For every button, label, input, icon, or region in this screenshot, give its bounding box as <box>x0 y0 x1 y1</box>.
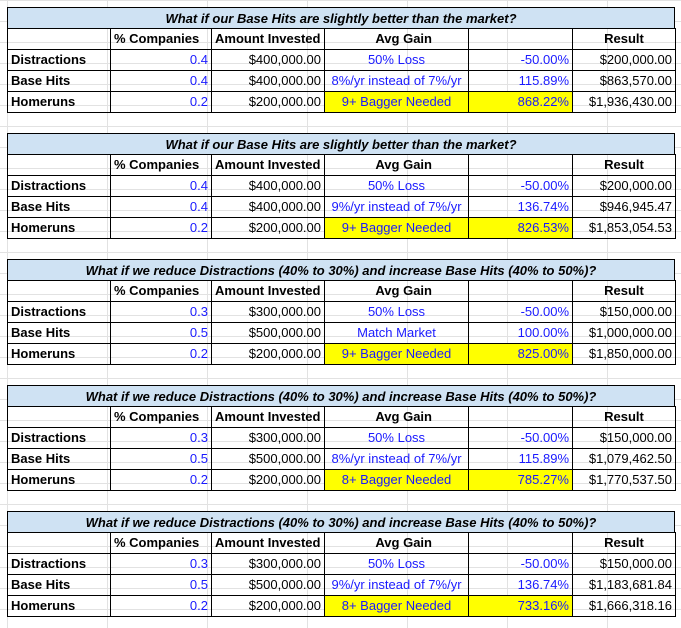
avg-gain-cell[interactable]: 136.74% <box>469 575 573 596</box>
scenario-grid <box>7 280 676 365</box>
row-label-cell[interactable]: Distractions <box>8 302 111 323</box>
avg-gain-cell[interactable]: 868.22% <box>469 92 573 113</box>
row-label-cell[interactable]: Homeruns <box>8 92 111 113</box>
avg-gain-cell[interactable]: 733.16% <box>469 596 573 617</box>
scenario-title[interactable]: What if we reduce Distractions (40% to 30%) and increase Base Hits (40% to 50%)? <box>7 511 675 532</box>
header-invested[interactable]: Amount Invested <box>212 281 325 302</box>
header-result[interactable]: Result <box>573 281 676 302</box>
percent-cell[interactable]: 0.2 <box>111 596 212 617</box>
header-result[interactable]: Result <box>573 407 676 428</box>
header-companies[interactable]: % Companies <box>111 407 212 428</box>
scenario-cell[interactable]: 8%/yr instead of 7%/yr <box>325 71 469 92</box>
amount-cell[interactable]: $400,000.00 <box>212 71 325 92</box>
result-cell[interactable]: $1,183,681.84 <box>573 575 676 596</box>
header-empty-cell[interactable] <box>469 155 573 176</box>
header-empty-cell[interactable] <box>8 281 111 302</box>
result-cell[interactable]: $1,000,000.00 <box>573 323 676 344</box>
scenario-cell[interactable]: 8%/yr instead of 7%/yr <box>325 449 469 470</box>
row-label-cell[interactable]: Homeruns <box>8 596 111 617</box>
table-row <box>8 344 676 365</box>
avg-gain-cell[interactable]: -50.00% <box>469 428 573 449</box>
avg-gain-cell[interactable]: 826.53% <box>469 218 573 239</box>
scenario-cell[interactable]: 50% Loss <box>325 428 469 449</box>
amount-cell[interactable]: $400,000.00 <box>212 197 325 218</box>
table-row <box>8 323 676 344</box>
table-row <box>8 92 676 113</box>
avg-gain-cell[interactable]: 115.89% <box>469 71 573 92</box>
avg-gain-cell[interactable]: 825.00% <box>469 344 573 365</box>
percent-cell[interactable]: 0.3 <box>111 428 212 449</box>
table-row <box>8 176 676 197</box>
row-label-cell[interactable]: Homeruns <box>8 344 111 365</box>
header-gain[interactable]: Avg Gain <box>325 407 469 428</box>
header-row <box>8 281 676 302</box>
header-companies[interactable]: % Companies <box>111 281 212 302</box>
header-row <box>8 407 676 428</box>
amount-cell[interactable]: $300,000.00 <box>212 428 325 449</box>
header-result[interactable]: Result <box>573 155 676 176</box>
result-cell[interactable]: $150,000.00 <box>573 554 676 575</box>
scenario-cell[interactable]: 50% Loss <box>325 554 469 575</box>
row-label-cell[interactable]: Distractions <box>8 554 111 575</box>
percent-cell[interactable]: 0.4 <box>111 50 212 71</box>
avg-gain-cell[interactable]: -50.00% <box>469 554 573 575</box>
header-invested[interactable]: Amount Invested <box>212 407 325 428</box>
scenario-cell[interactable]: 8+ Bagger Needed <box>325 596 469 617</box>
percent-cell[interactable]: 0.2 <box>111 92 212 113</box>
result-cell[interactable]: $1,666,318.16 <box>573 596 676 617</box>
header-row <box>8 29 676 50</box>
result-cell[interactable]: $1,770,537.50 <box>573 470 676 491</box>
row-label-cell[interactable]: Base Hits <box>8 323 111 344</box>
scenario-cell[interactable]: 9%/yr instead of 7%/yr <box>325 197 469 218</box>
header-row <box>8 533 676 554</box>
percent-cell[interactable]: 0.5 <box>111 323 212 344</box>
header-companies[interactable]: % Companies <box>111 155 212 176</box>
header-empty-cell[interactable] <box>8 533 111 554</box>
table-row <box>8 470 676 491</box>
header-invested[interactable]: Amount Invested <box>212 533 325 554</box>
row-label-cell[interactable]: Distractions <box>8 50 111 71</box>
header-empty-cell[interactable] <box>469 407 573 428</box>
row-label-cell[interactable]: Base Hits <box>8 71 111 92</box>
header-result[interactable]: Result <box>573 29 676 50</box>
percent-cell[interactable]: 0.2 <box>111 218 212 239</box>
header-empty-cell[interactable] <box>469 29 573 50</box>
amount-cell[interactable]: $500,000.00 <box>212 449 325 470</box>
scenario-title[interactable]: What if our Base Hits are slightly better than the market? <box>7 7 675 28</box>
table-row <box>8 428 676 449</box>
row-label-cell[interactable]: Homeruns <box>8 470 111 491</box>
avg-gain-cell[interactable]: -50.00% <box>469 302 573 323</box>
scenario-table <box>7 385 675 491</box>
header-companies[interactable]: % Companies <box>111 533 212 554</box>
header-companies[interactable]: % Companies <box>111 29 212 50</box>
avg-gain-cell[interactable]: 100.00% <box>469 323 573 344</box>
result-cell[interactable]: $150,000.00 <box>573 428 676 449</box>
result-cell[interactable]: $946,945.47 <box>573 197 676 218</box>
scenario-cell[interactable]: Match Market <box>325 323 469 344</box>
scenario-grid <box>7 154 676 239</box>
row-label-cell[interactable]: Base Hits <box>8 575 111 596</box>
amount-cell[interactable]: $200,000.00 <box>212 344 325 365</box>
avg-gain-cell[interactable]: 136.74% <box>469 197 573 218</box>
scenario-cell[interactable]: 9+ Bagger Needed <box>325 344 469 365</box>
scenario-title[interactable]: What if our Base Hits are slightly better than the market? <box>7 133 675 154</box>
avg-gain-cell[interactable]: -50.00% <box>469 176 573 197</box>
percent-cell[interactable]: 0.3 <box>111 554 212 575</box>
header-empty-cell[interactable] <box>8 155 111 176</box>
amount-cell[interactable]: $300,000.00 <box>212 302 325 323</box>
result-cell[interactable]: $863,570.00 <box>573 71 676 92</box>
percent-cell[interactable]: 0.4 <box>111 197 212 218</box>
scenario-grid <box>7 28 676 113</box>
table-row <box>8 449 676 470</box>
scenario-grid <box>7 532 676 617</box>
amount-cell[interactable]: $400,000.00 <box>212 50 325 71</box>
scenario-table <box>7 511 675 617</box>
scenario-grid <box>7 406 676 491</box>
result-cell[interactable]: $1,936,430.00 <box>573 92 676 113</box>
table-row <box>8 554 676 575</box>
scenario-table <box>7 7 675 113</box>
amount-cell[interactable]: $500,000.00 <box>212 323 325 344</box>
amount-cell[interactable]: $300,000.00 <box>212 554 325 575</box>
result-cell[interactable]: $200,000.00 <box>573 50 676 71</box>
result-cell[interactable]: $150,000.00 <box>573 302 676 323</box>
scenario-cell[interactable]: 50% Loss <box>325 50 469 71</box>
header-gain[interactable]: Avg Gain <box>325 533 469 554</box>
table-row <box>8 197 676 218</box>
avg-gain-cell[interactable]: 115.89% <box>469 449 573 470</box>
table-row <box>8 596 676 617</box>
row-label-cell[interactable]: Distractions <box>8 176 111 197</box>
header-gain[interactable]: Avg Gain <box>325 281 469 302</box>
result-cell[interactable]: $1,853,054.53 <box>573 218 676 239</box>
scenario-cell[interactable]: 8+ Bagger Needed <box>325 470 469 491</box>
header-empty-cell[interactable] <box>469 281 573 302</box>
avg-gain-cell[interactable]: 785.27% <box>469 470 573 491</box>
header-empty-cell[interactable] <box>469 533 573 554</box>
scenario-cell[interactable]: 9+ Bagger Needed <box>325 218 469 239</box>
amount-cell[interactable]: $200,000.00 <box>212 92 325 113</box>
amount-cell[interactable]: $500,000.00 <box>212 575 325 596</box>
row-label-cell[interactable]: Distractions <box>8 428 111 449</box>
header-gain[interactable]: Avg Gain <box>325 29 469 50</box>
scenario-table <box>7 133 675 239</box>
table-row <box>8 302 676 323</box>
result-cell[interactable]: $200,000.00 <box>573 176 676 197</box>
percent-cell[interactable]: 0.2 <box>111 344 212 365</box>
result-cell[interactable]: $1,079,462.50 <box>573 449 676 470</box>
scenario-title[interactable]: What if we reduce Distractions (40% to 30%) and increase Base Hits (40% to 50%)? <box>7 259 675 280</box>
scenario-cell[interactable]: 50% Loss <box>325 176 469 197</box>
percent-cell[interactable]: 0.4 <box>111 176 212 197</box>
row-label-cell[interactable]: Base Hits <box>8 197 111 218</box>
header-invested[interactable]: Amount Invested <box>212 155 325 176</box>
amount-cell[interactable]: $200,000.00 <box>212 470 325 491</box>
percent-cell[interactable]: 0.2 <box>111 470 212 491</box>
scenario-cell[interactable]: 50% Loss <box>325 302 469 323</box>
header-result[interactable]: Result <box>573 533 676 554</box>
scenario-table <box>7 259 675 365</box>
row-label-cell[interactable]: Base Hits <box>8 449 111 470</box>
table-row <box>8 575 676 596</box>
header-invested[interactable]: Amount Invested <box>212 29 325 50</box>
scenario-cell[interactable]: 9%/yr instead of 7%/yr <box>325 575 469 596</box>
header-empty-cell[interactable] <box>8 407 111 428</box>
table-row <box>8 50 676 71</box>
percent-cell[interactable]: 0.4 <box>111 71 212 92</box>
table-row <box>8 218 676 239</box>
header-gain[interactable]: Avg Gain <box>325 155 469 176</box>
amount-cell[interactable]: $400,000.00 <box>212 176 325 197</box>
header-row <box>8 155 676 176</box>
scenario-title[interactable]: What if we reduce Distractions (40% to 30%) and increase Base Hits (40% to 50%)? <box>7 385 675 406</box>
table-row <box>8 71 676 92</box>
amount-cell[interactable]: $200,000.00 <box>212 218 325 239</box>
percent-cell[interactable]: 0.5 <box>111 575 212 596</box>
scenario-cell[interactable]: 9+ Bagger Needed <box>325 92 469 113</box>
percent-cell[interactable]: 0.3 <box>111 302 212 323</box>
amount-cell[interactable]: $200,000.00 <box>212 596 325 617</box>
row-label-cell[interactable]: Homeruns <box>8 218 111 239</box>
header-empty-cell[interactable] <box>8 29 111 50</box>
percent-cell[interactable]: 0.5 <box>111 449 212 470</box>
avg-gain-cell[interactable]: -50.00% <box>469 50 573 71</box>
result-cell[interactable]: $1,850,000.00 <box>573 344 676 365</box>
